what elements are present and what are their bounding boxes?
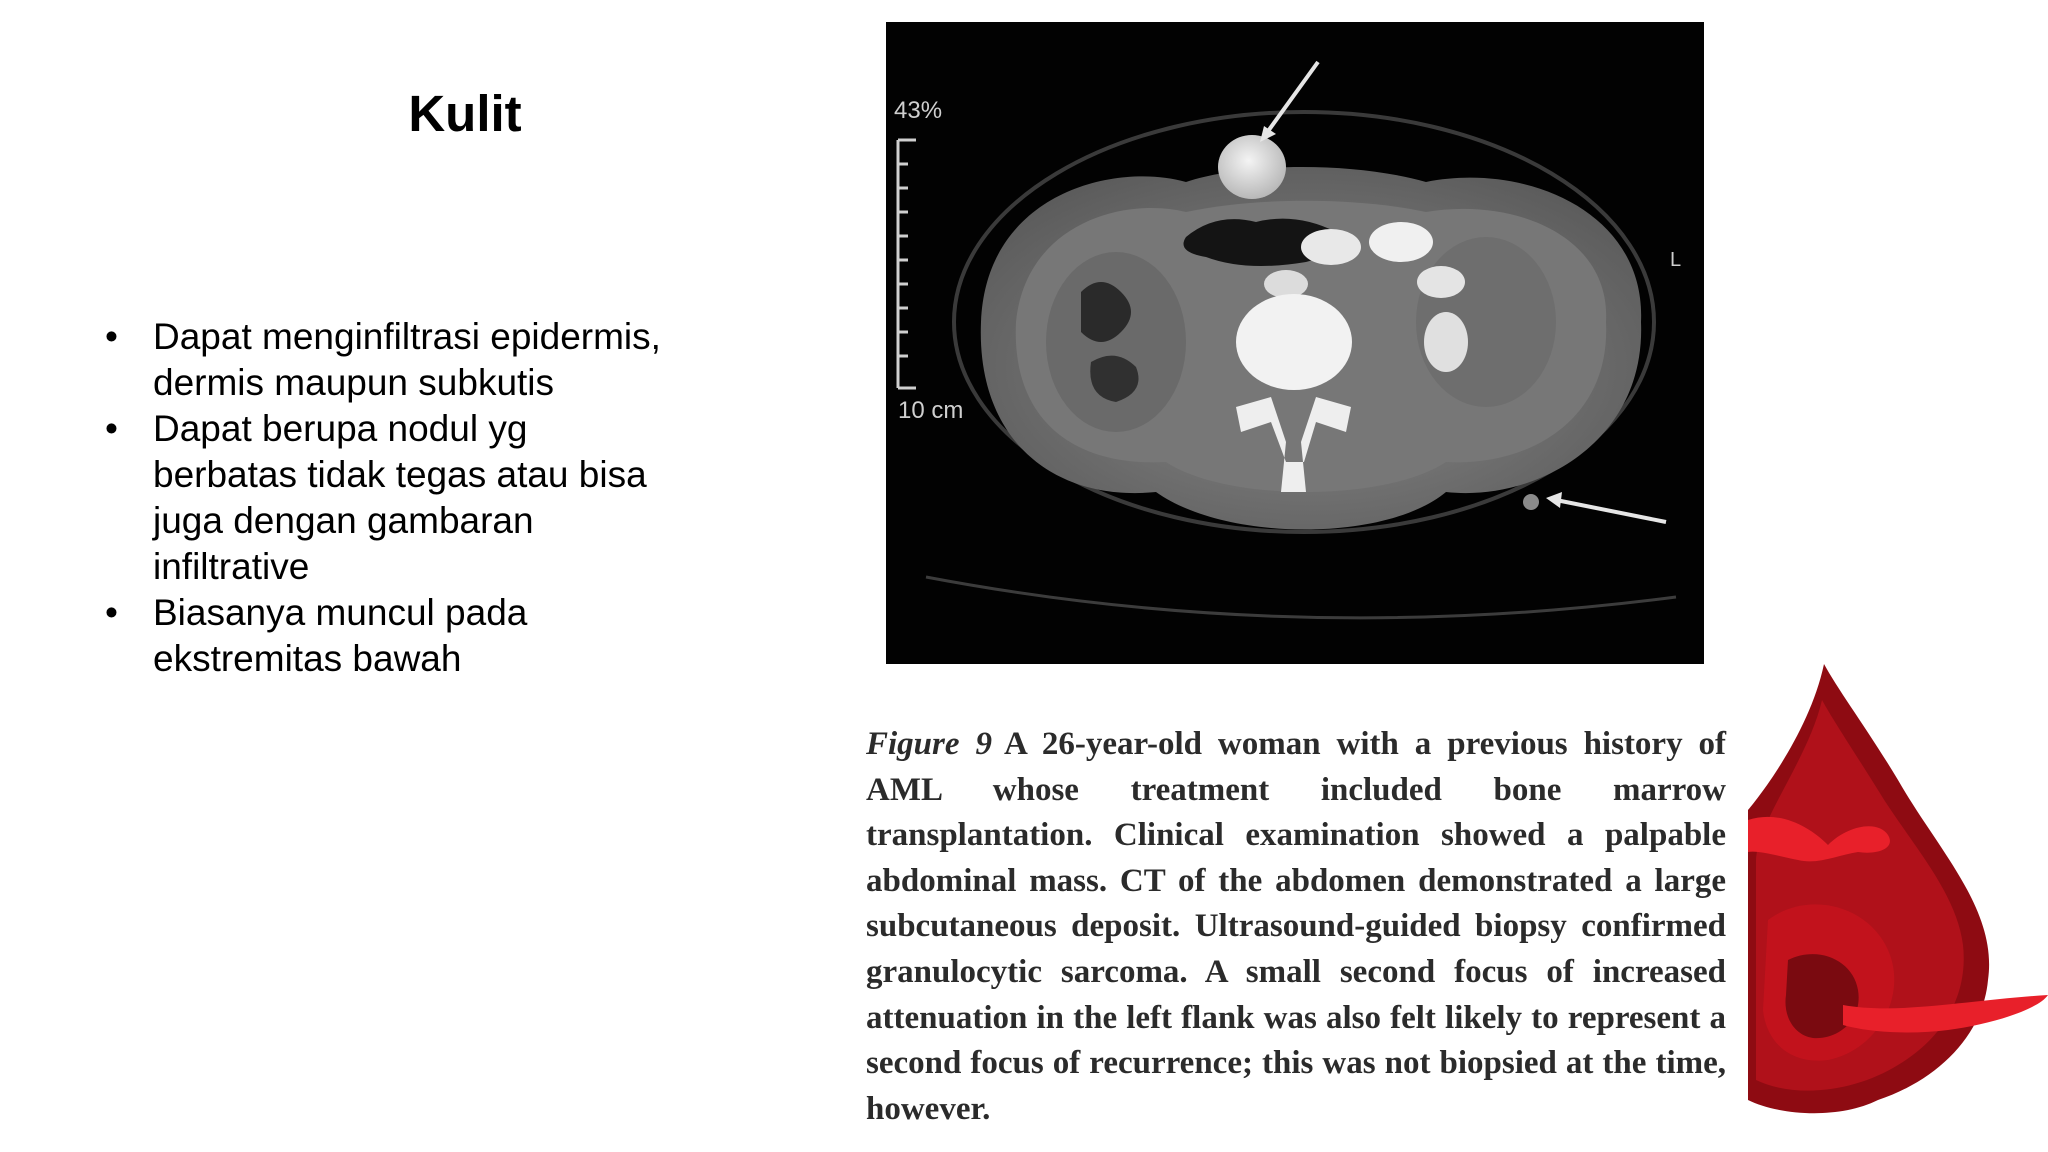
ct-table-line — [926, 577, 1676, 618]
ct-side-marker: L — [1670, 249, 1682, 271]
arrow-icon — [1266, 62, 1318, 134]
bullet-symbol: • — [105, 316, 118, 357]
bullet-text: Biasanya muncul pada ekstremitas bawah — [153, 592, 528, 679]
ct-window-label: 43% — [894, 97, 943, 124]
bullet-list — [105, 314, 665, 682]
figure-caption — [866, 722, 1726, 1132]
bullet-symbol: • — [105, 592, 118, 633]
bullet-item — [105, 406, 665, 590]
bullet-symbol: • — [105, 408, 118, 449]
bullet-text: Dapat berupa nodul yg berbatas tidak tegas atau bisa juga dengan gambaran infiltrative — [153, 408, 647, 587]
ct-scale-label: 10 cm — [898, 397, 964, 424]
ct-contrast-loop — [1424, 312, 1468, 372]
ct-subcutaneous-nodule — [1218, 135, 1286, 199]
arrow-head-icon — [1546, 492, 1562, 508]
blood-drop-drawing — [1748, 660, 2048, 1120]
bullet-text: Dapat menginfiltrasi epidermis, dermis maupun subkutis — [153, 316, 661, 403]
arrow-icon — [1556, 500, 1666, 522]
bullet-item — [105, 590, 665, 682]
ct-vertebral-body — [1236, 294, 1352, 390]
ct-contrast-loop — [1301, 229, 1361, 265]
scale-ruler — [898, 140, 916, 388]
figure-label: Figure 9 — [866, 726, 992, 762]
slide-title: Kulit — [408, 85, 522, 142]
bullet-item — [105, 314, 665, 406]
ct-left-flank-focus — [1523, 494, 1539, 510]
ct-bowel-right — [1046, 252, 1186, 432]
caption-text: A 26-year-old woman with a previous history of AML whose treatment included bone marrow transplantation. Clinical examination showed a palpable abdominal mass. CT of the abdomen demonstrated a large subcutaneous deposit. Ultrasound-guided biopsy confirmed granulocytic sarcoma. A small second focus of increased attenuation in the left flank was also felt likely to represent a second focus of recurrence; this was not biopsied at the time, however. — [866, 726, 1727, 1127]
ct-vessel — [1264, 270, 1308, 298]
ct-scan-drawing — [886, 22, 1704, 664]
blood-drop-icon — [1748, 660, 2048, 1120]
ct-contrast-loop — [1369, 222, 1433, 262]
ct-contrast-loop — [1417, 266, 1465, 298]
ct-scan-image — [886, 22, 1704, 664]
